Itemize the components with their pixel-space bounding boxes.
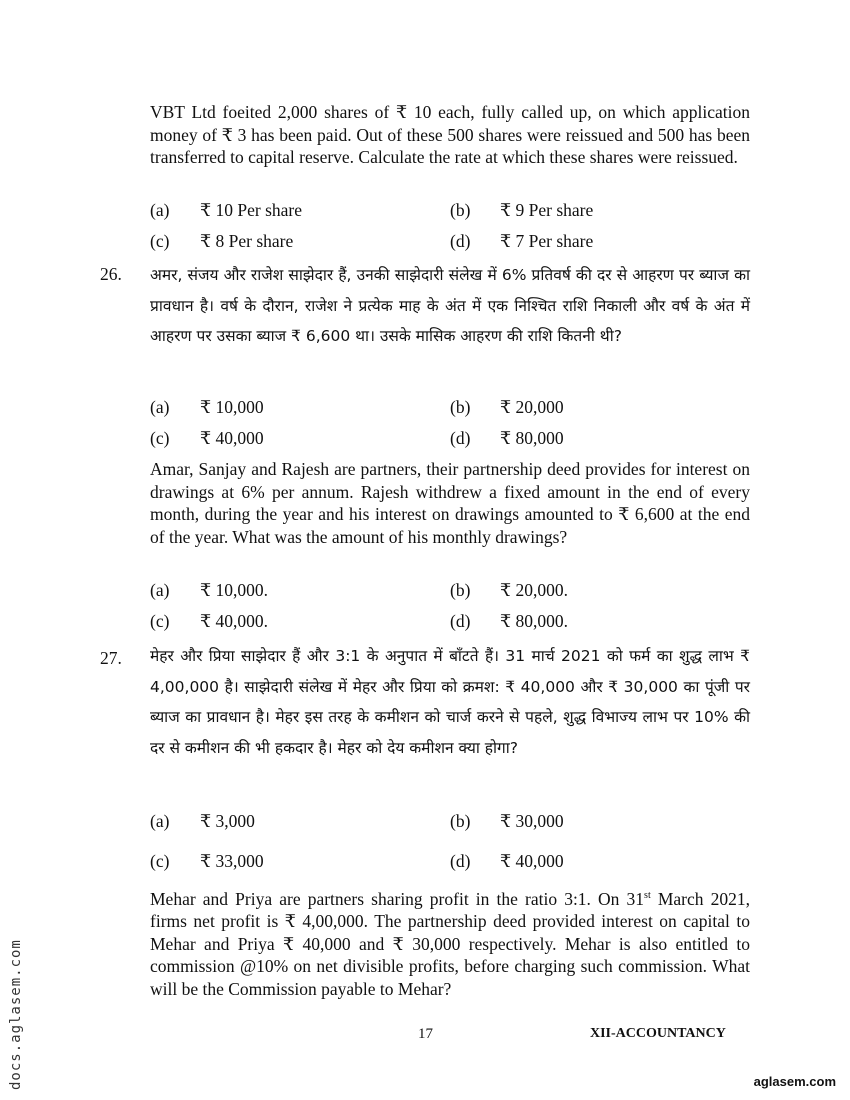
q25-english-text: VBT Ltd foeited 2,000 shares of ₹ 10 each, fully called up, on which application money of ₹ 3 has been paid. Out of these 500 shares were reissued and 500 has been transferred to capital reserve. Calculate the rate at which these shares were reissued.	[150, 102, 750, 167]
brand-logo[interactable]: aglasem.com	[753, 1074, 836, 1089]
q27-hindi-text: मेहर और प्रिया साझेदार हैं और 3:1 के अनुपात में बाँटते हैं। 31 मार्च 2021 को फर्म का शुद्ध लाभ ₹ 4,00,000 है। साझेदारी संलेख में मेहर और प्रिया को क्रमश: ₹ 40,000 और ₹ 30,000 का पूंजी पर ब्याज का प्रावधान है। मेहर इस तरह के कमीशन को चार्ज करने से पहले, शुद्ध विभाज्य लाभ पर 10% की दर से कमीशन की भी हकदार है। मेहर को देय कमीशन क्या होगा?	[150, 647, 750, 757]
q26-hindi-option-c: (c) ₹ 40,000	[150, 428, 264, 448]
q26-hindi-text: अमर, संजय और राजेश साझेदार हैं, उनकी साझेदारी संलेख में 6% प्रतिवर्ष की दर से आहरण पर ब्याज का प्रावधान है। वर्ष के दौरान, राजेश ने प्रत्येक माह के अंत में एक निश्चित राशि निकाली और वर्ष के अंत में आहरण पर उसका ब्याज ₹ 6,600 था। उसके मासिक आहरण की राशि कितनी थी?	[150, 266, 750, 345]
q26-english-text: Amar, Sanjay and Rajesh are partners, their partnership deed provides for interest on drawings at 6% per annum. Rajesh withdrew a fixed amount in the end of every month, during the year and his interest on drawings amounted to ₹ 6,600 at the end of the year. What was the amount of his monthly drawings?	[150, 459, 750, 547]
q26-english-option-d: (d) ₹ 80,000.	[450, 611, 569, 631]
q25-option-a: (a) ₹ 10 Per share	[150, 200, 303, 220]
q25-option-b: (b) ₹ 9 Per share	[450, 200, 594, 220]
q27-hindi-option-c: (c) ₹ 33,000	[150, 851, 264, 871]
watermark: docs.aglasem.com	[8, 939, 24, 1090]
q27-hindi-option-a: (a) ₹ 3,000	[150, 811, 255, 831]
q27-hindi-option-d: (d) ₹ 40,000	[450, 851, 564, 871]
q27-hindi-option-b: (b) ₹ 30,000	[450, 811, 564, 831]
q25-option-d: (d) ₹ 7 Per share	[450, 231, 594, 251]
q26-hindi-option-d: (d) ₹ 80,000	[450, 428, 564, 448]
q27-english-text: Mehar and Priya are partners sharing profit in the ratio 3:1. On 31st March 2021, firms net profit is ₹ 4,00,000. The partnership deed provided interest on capital to Mehar and Priya ₹ 40,000 and ₹ 30,000 respectively. Mehar is also entitled to commission @10% on net divisible profits, before charging such commission. What will be the Commission payable to Mehar?	[150, 888, 750, 999]
q26-english-option-b: (b) ₹ 20,000.	[450, 580, 569, 600]
q26-hindi-option-b: (b) ₹ 20,000	[450, 397, 564, 417]
q26-hindi-option-a: (a) ₹ 10,000	[150, 397, 264, 417]
q26-number: 26.	[100, 264, 122, 284]
q27-number: 27.	[100, 648, 122, 668]
q26-english-option-a: (a) ₹ 10,000.	[150, 580, 269, 600]
subject-label: XII-ACCOUNTANCY	[590, 1026, 726, 1041]
q25-option-c: (c) ₹ 8 Per share	[150, 231, 294, 251]
q26-english-option-c: (c) ₹ 40,000.	[150, 611, 269, 631]
page-number: 17	[418, 1026, 433, 1042]
